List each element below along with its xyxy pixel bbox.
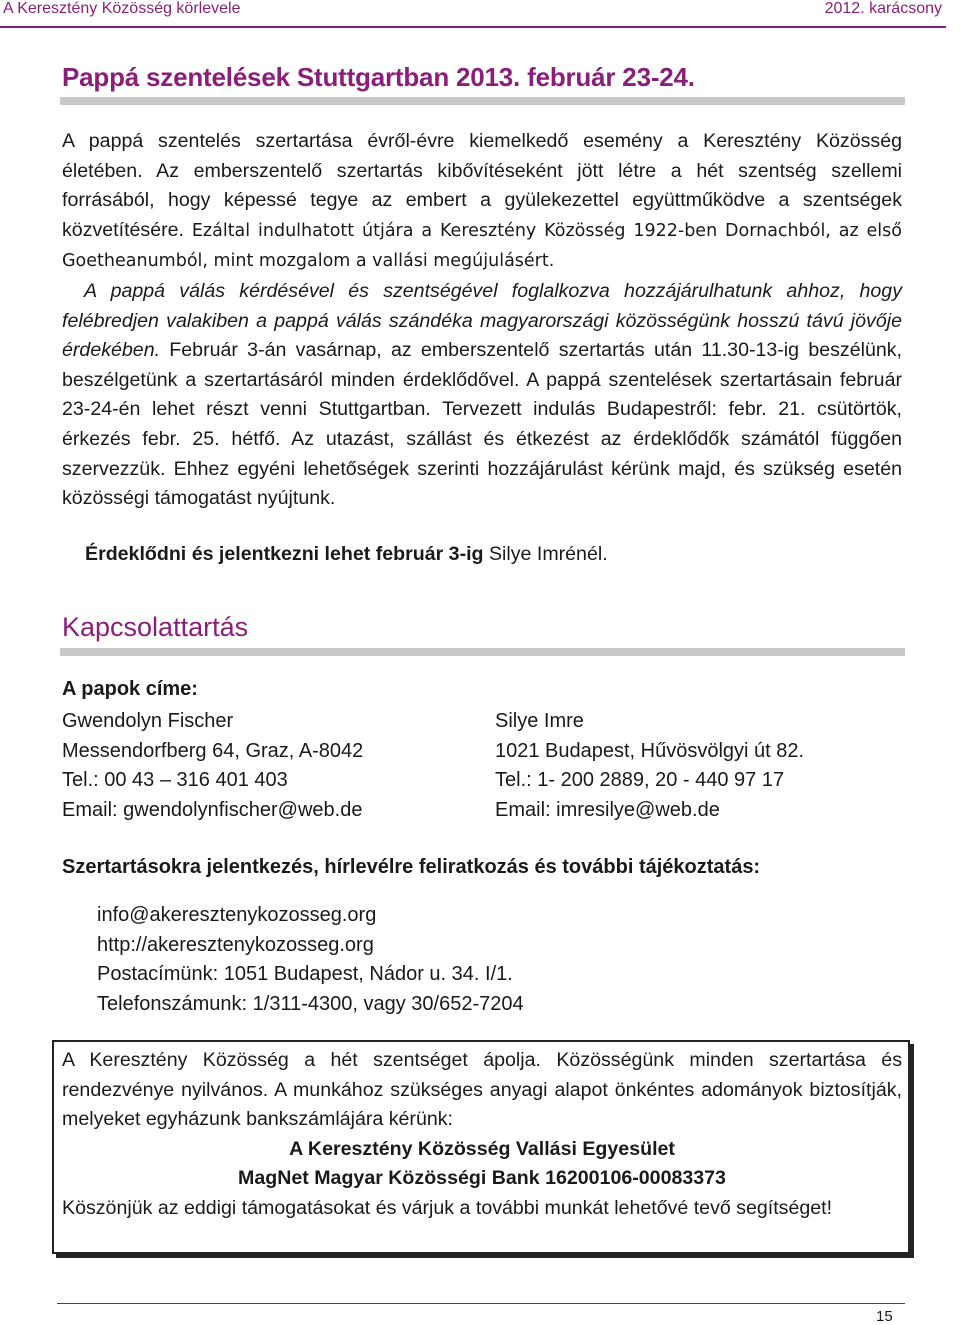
general-contact-list (97, 901, 524, 1019)
newsletter-name: A Keresztény Közösség körlevele (3, 0, 241, 17)
priest-email: Email: imresilye@web.de (495, 798, 720, 821)
subscribe-heading: Szertartásokra jelentkezés, hírlevélre feliratkozás és további tájékoztatás: (62, 856, 761, 878)
article-history-text: Ezáltal indulhatott útjára a Keresztény Közösség 1922-ben Dornachból, az első Goetheanumból, mint mozgalom a vallási megújulásért. (62, 220, 902, 272)
title-underline-bar (60, 97, 905, 105)
contacts-underline-bar (60, 648, 905, 656)
article-italic-text: A pappá válás kérdésével és szentségével foglalkozva hozzájárulhatunk ahhoz, hogy felébredjen valakiben a pappá válás szándéka magyarországi közösségünk hosszú távú jövője érdekében. (62, 279, 902, 362)
priest-address-left (62, 707, 363, 825)
page-number: 15 (876, 1308, 893, 1325)
priest-address: 1021 Budapest, Hűvösvölgyi út 82. (495, 739, 805, 762)
registration-bold: Érdeklődni és jelentkezni lehet február 3-ig (85, 543, 484, 565)
contacts-title: Kapcsolattartás (62, 612, 249, 642)
registration-note (85, 540, 608, 570)
article-paragraph (62, 127, 902, 277)
organization-name: A Keresztény Közösség Vallási Egyesület (289, 1137, 675, 1160)
contact-email: info@akeresztenykozosseg.org (97, 904, 377, 926)
contact-website: http://akeresztenykozosseg.org (97, 933, 374, 956)
article-details-text: Február 3-án vasárnap, az emberszentelő szertartás után 11.30-13-ig beszélünk, beszélgetünk a szertartásáról minden érdeklődővel. A pappá szentelések szertartásain február 23-24-én lehet részt venni Stuttgartban. Tervezett indulás Budapestről: febr. 21. csütörtök, érkezés febr. 25. hétfő. Az utazást, szállást és étkezést az érdeklődők számától függően szervezzük. Ehhez egyéni lehetőségek szerinti hozzájárulást kérünk majd, és szükség esetén közösségi támogatást nyújtunk. (62, 339, 902, 510)
donation-box-content (62, 1046, 902, 1224)
priest-name: Gwendolyn Fischer (62, 710, 234, 732)
article-title: Pappá szentelések Stuttgartban 2013. február 23-24. (62, 62, 695, 92)
article-paragraph (62, 277, 902, 514)
priest-email: Email: gwendolynfischer@web.de (62, 798, 363, 821)
contact-phone: Telefonszámunk: 1/311-4300, vagy 30/652-7204 (97, 992, 524, 1015)
donation-intro: A Keresztény Közösség a hét szentséget ápolja. Közösségünk minden szertartása és rendezvénye nyilvános. A munkához szükséges anyagi alapot önkéntes adományok biztosítják, melyeket egyházunk bankszámlájára kérünk: (62, 1049, 902, 1131)
addresses-heading: A papok címe: (62, 678, 198, 700)
header-rule (0, 26, 946, 28)
contact-postal-address: Postacímünk: 1051 Budapest, Nádor u. 34. I/1. (97, 963, 513, 986)
article-intro-text: A pappá szentelés szertartása évről-évre kiemelkedő esemény a Keresztény Közösség életében. Az emberszentelő szertartás kibővítéseként jött létre a hét szentség szellemi forrásából, hogy képessé tegye az embert a gyülekezettel együttműködve a szentségek közvetítésére. (62, 130, 902, 241)
article-body (62, 127, 902, 514)
priest-name: Silye Imre (495, 710, 584, 732)
registration-contact: Silye Imrénél. (483, 543, 608, 565)
bank-account: MagNet Magyar Közösségi Bank 16200106-00083373 (238, 1167, 726, 1190)
donation-box (52, 1040, 910, 1254)
page-header (0, 0, 960, 30)
priest-phone: Tel.: 00 43 – 316 401 403 (62, 769, 288, 792)
priest-address-right (495, 707, 804, 825)
thanks-note: Köszönjük az eddigi támogatásokat és várjuk a további munkát lehetővé tevő segítséget! (62, 1196, 833, 1219)
priest-address: Messendorfberg 64, Graz, A-8042 (62, 739, 364, 762)
footer-rule (57, 1303, 905, 1304)
issue-label: 2012. karácsony (824, 0, 942, 17)
priest-phone: Tel.: 1- 200 2889, 20 - 440 97 17 (495, 769, 785, 792)
